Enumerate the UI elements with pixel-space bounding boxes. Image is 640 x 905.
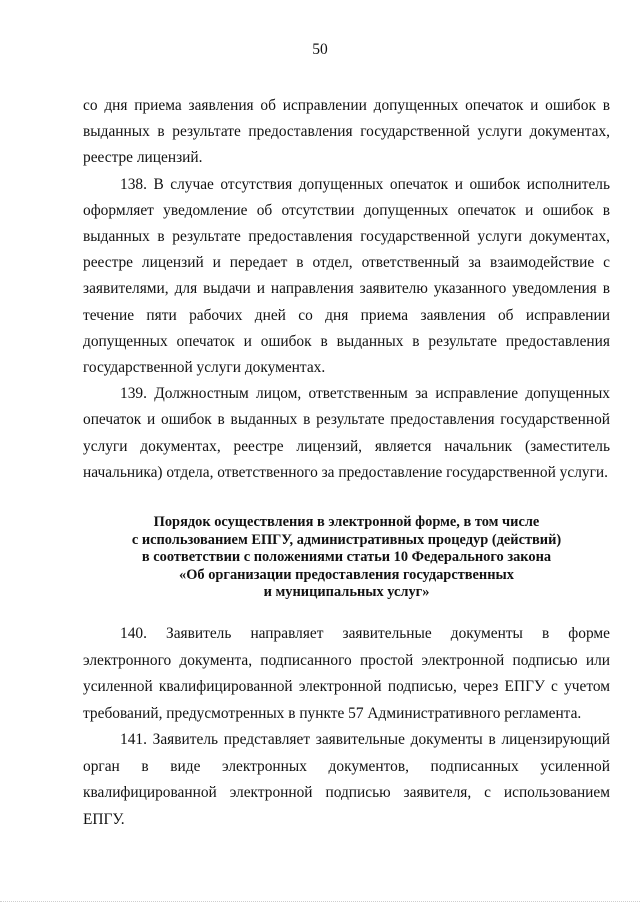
scan-bottom-edge bbox=[0, 901, 640, 905]
section-heading-line: с использованием ЕПГУ, административных процедур (действий) bbox=[131, 531, 562, 548]
paragraph-140: 140. Заявитель направляет заявительные документы в форме электронного документа, подписанного простой электронной подписью или усиленной квалифицированной электронной подписью, через ЕПГУ с учетом требований, предусмотренных в пункте 57 Административного регламента. bbox=[83, 625, 610, 722]
bottom-text-block bbox=[83, 621, 610, 833]
page-number: 50 bbox=[312, 41, 328, 58]
section-heading bbox=[83, 514, 610, 602]
section-heading-line: и муниципальных услуг» bbox=[263, 584, 430, 601]
paragraph-138: 138. В случае отсутствия допущенных опечаток и ошибок исполнитель оформляет уведомление об отсутствии допущенных опечаток и ошибок в выданных в результате предоставления государственной услуги документах, реестре лицензий и передает в отдел, ответственный за взаимодействие с заявителями, для выдачи и направления заявителю указанного уведомления в течение пяти рабочих дней со дня приема заявления об исправлении допущенных опечаток и ошибок в выданных в результате предоставления государственной услуги документах. bbox=[83, 175, 610, 377]
paragraph-141: 141. Заявитель представляет заявительные документы в лицензирующий орган в виде электронных документов, подписанных усиленной квалифицированной электронной подписью заявителя, с использованием ЕПГУ. bbox=[83, 731, 610, 828]
section-heading-line: «Об организации предоставления государственных bbox=[179, 566, 514, 583]
top-text-block bbox=[83, 93, 610, 486]
paragraph-continuation: со дня приема заявления об исправлении допущенных опечаток и ошибок в выданных в результате предоставления государственной услуги документах, реестре лицензий. bbox=[83, 97, 610, 167]
paragraph-139: 139. Должностным лицом, ответственным за исправление допущенных опечаток и ошибок в выданных в результате предоставления государственной услуги документах, реестре лицензий, является начальник (заместитель начальника) отдела, ответственного за предоставление государственной услуги. bbox=[83, 385, 610, 481]
section-heading-line: в соответствии с положениями статьи 10 Федерального закона bbox=[141, 549, 552, 566]
section-heading-line: Порядок осуществления в электронной форме, в том числе bbox=[153, 514, 540, 530]
